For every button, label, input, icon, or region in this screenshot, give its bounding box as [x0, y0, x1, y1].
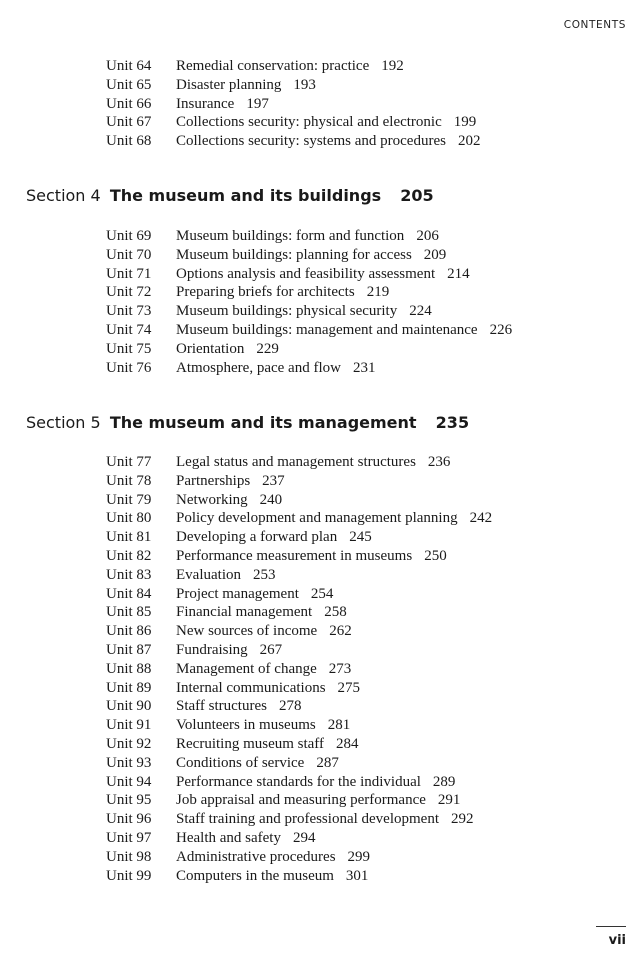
toc-entry [106, 791, 492, 810]
unit-page: 206 [416, 228, 439, 244]
unit-page: 254 [310, 585, 334, 602]
unit-page: 299 [347, 848, 371, 865]
unit-number: Unit 97 [106, 829, 152, 846]
unit-title: Computers in the museum [176, 867, 334, 884]
unit-number: Unit 93 [106, 754, 152, 771]
unit-page: 275 [337, 679, 361, 696]
unit-page: 229 [256, 340, 279, 357]
unit-title: Financial management [176, 604, 313, 621]
toc-entry [106, 754, 492, 773]
unit-title: Museum buildings: physical security [176, 303, 398, 320]
unit-title: Collections security: physical and electronic [176, 114, 442, 131]
unit-title: Atmosphere, pace and flow [176, 359, 341, 376]
toc-entry [106, 57, 480, 76]
unit-title: Options analysis and feasibility assessment [176, 265, 436, 282]
toc-entry [106, 227, 512, 246]
toc-entry [106, 472, 492, 491]
unit-title: Volunteers in museums [176, 717, 316, 734]
unit-title: Partnerships [176, 472, 251, 489]
toc-entry [106, 453, 492, 472]
unit-page: 273 [328, 660, 352, 677]
toc-entry [106, 735, 492, 754]
toc-entry [106, 246, 512, 265]
unit-number: Unit 95 [106, 792, 152, 809]
unit-number: Unit 92 [106, 735, 152, 752]
toc-entry [106, 528, 492, 547]
unit-title: Remedial conservation: practice [176, 58, 370, 74]
unit-title: Legal status and management structures [176, 454, 416, 470]
section-4-heading [26, 186, 434, 205]
unit-number: Unit 81 [106, 529, 152, 546]
section-page: 205 [400, 186, 434, 205]
unit-page: 281 [327, 717, 351, 734]
toc-entry [106, 265, 512, 284]
unit-number: Unit 71 [106, 265, 152, 282]
unit-page: 242 [469, 510, 493, 527]
unit-title: Recruiting museum staff [176, 735, 325, 752]
unit-page: 237 [262, 472, 285, 489]
toc-entry [106, 359, 512, 378]
unit-number: Unit 87 [106, 641, 152, 658]
unit-title: Project management [176, 585, 299, 602]
unit-title: Performance measurement in museums [176, 547, 413, 564]
unit-page: 253 [252, 566, 276, 583]
unit-number: Unit 68 [106, 133, 152, 150]
toc-entry [106, 679, 492, 698]
toc-entry [106, 716, 492, 735]
unit-page: 289 [432, 773, 456, 790]
section-label: Section 5 [26, 413, 101, 432]
unit-title: Internal communications [176, 679, 326, 696]
toc-entry [106, 509, 492, 528]
unit-title: Fundraising [176, 641, 248, 658]
unit-number: Unit 88 [106, 660, 152, 677]
section-label: Section 4 [26, 186, 101, 205]
unit-title: Disaster planning [176, 76, 282, 93]
toc-entry [106, 810, 492, 829]
unit-page: 301 [345, 867, 369, 884]
unit-list-section-5 [106, 453, 492, 885]
unit-title: New sources of income [176, 623, 318, 640]
running-head: CONTENTS [563, 19, 626, 31]
unit-title: Orientation [176, 340, 245, 357]
unit-page: 292 [451, 811, 474, 828]
unit-page: 214 [447, 265, 470, 282]
unit-title: Administrative procedures [176, 848, 336, 865]
unit-title: Staff structures [176, 698, 267, 715]
toc-entry [106, 773, 492, 792]
unit-title: Museum buildings: planning for access [176, 246, 412, 263]
unit-title: Museum buildings: management and maintenance [176, 321, 478, 338]
unit-page: 197 [246, 95, 269, 112]
toc-entry [106, 566, 492, 585]
toc-entry [106, 547, 492, 566]
unit-title: Insurance [176, 95, 235, 112]
unit-page: 250 [424, 547, 447, 564]
unit-title: Preparing briefs for architects [176, 284, 355, 301]
unit-number: Unit 66 [106, 95, 152, 112]
unit-page: 226 [489, 321, 513, 338]
unit-number: Unit 85 [106, 604, 152, 621]
unit-page: 258 [324, 604, 347, 621]
unit-number: Unit 90 [106, 698, 152, 715]
unit-page: 199 [453, 114, 477, 131]
toc-entry [106, 113, 480, 132]
unit-page: 287 [316, 754, 339, 771]
toc-entry [106, 95, 480, 114]
unit-list-section-4 [106, 227, 512, 377]
unit-list-top [106, 57, 480, 151]
unit-number: Unit 77 [106, 454, 152, 470]
unit-number: Unit 91 [106, 717, 152, 734]
unit-number: Unit 79 [106, 491, 152, 508]
unit-title: Management of change [176, 660, 317, 677]
unit-number: Unit 75 [106, 340, 152, 357]
unit-page: 224 [409, 303, 432, 320]
unit-title: Networking [176, 491, 248, 508]
unit-page: 202 [457, 133, 481, 150]
toc-entry [106, 302, 512, 321]
unit-number: Unit 69 [106, 228, 152, 244]
unit-number: Unit 67 [106, 114, 152, 131]
unit-number: Unit 78 [106, 472, 152, 489]
unit-title: Performance standards for the individual [176, 773, 421, 790]
unit-page: 267 [259, 641, 283, 658]
toc-entry [106, 132, 480, 151]
unit-number: Unit 86 [106, 623, 152, 640]
unit-number: Unit 99 [106, 867, 152, 884]
toc-entry [106, 321, 512, 340]
toc-entry [106, 829, 492, 848]
unit-title: Evaluation [176, 566, 241, 583]
page-number: vii [608, 933, 626, 948]
toc-entry [106, 660, 492, 679]
unit-number: Unit 70 [106, 246, 152, 263]
unit-number: Unit 94 [106, 773, 152, 790]
unit-title: Policy development and management planning [176, 510, 458, 527]
folio-rule [596, 926, 626, 927]
unit-number: Unit 84 [106, 585, 152, 602]
toc-entry [106, 585, 492, 604]
unit-title: Collections security: systems and procedures [176, 133, 446, 150]
unit-number: Unit 74 [106, 321, 152, 338]
unit-page: 209 [423, 246, 447, 263]
unit-number: Unit 83 [106, 566, 152, 583]
unit-page: 278 [278, 698, 302, 715]
unit-page: 284 [336, 735, 359, 752]
unit-number: Unit 98 [106, 848, 152, 865]
unit-number: Unit 72 [106, 284, 152, 301]
toc-entry [106, 491, 492, 510]
toc-entry [106, 283, 512, 302]
unit-number: Unit 82 [106, 547, 152, 564]
unit-page: 193 [293, 76, 316, 93]
unit-page: 245 [349, 529, 372, 546]
unit-number: Unit 89 [106, 679, 152, 696]
unit-number: Unit 64 [106, 58, 152, 74]
toc-entry [106, 603, 492, 622]
unit-page: 294 [292, 829, 316, 846]
section-title: The museum and its buildings [109, 186, 382, 205]
unit-page: 219 [366, 284, 390, 301]
toc-entry [106, 76, 480, 95]
unit-page: 231 [352, 359, 376, 376]
unit-number: Unit 80 [106, 510, 152, 527]
unit-title: Developing a forward plan [176, 529, 338, 546]
section-5-heading [26, 413, 469, 432]
unit-number: Unit 65 [106, 76, 152, 93]
unit-page: 236 [427, 454, 451, 470]
unit-title: Health and safety [176, 829, 281, 846]
unit-page: 192 [381, 58, 404, 74]
unit-title: Staff training and professional development [176, 811, 439, 828]
toc-entry [106, 340, 512, 359]
toc-entry [106, 622, 492, 641]
toc-entry [106, 697, 492, 716]
toc-entry [106, 867, 492, 886]
toc-entry [106, 848, 492, 867]
unit-title: Conditions of service [176, 754, 305, 771]
unit-page: 240 [259, 491, 283, 508]
section-page: 235 [435, 413, 470, 432]
unit-page: 291 [437, 792, 461, 809]
unit-page: 262 [329, 623, 352, 640]
unit-title: Museum buildings: form and function [176, 228, 405, 244]
unit-title: Job appraisal and measuring performance [176, 792, 426, 809]
unit-number: Unit 73 [106, 303, 152, 320]
toc-entry [106, 641, 492, 660]
unit-number: Unit 96 [106, 811, 152, 828]
section-title: The museum and its management [109, 413, 417, 432]
unit-number: Unit 76 [106, 359, 152, 376]
